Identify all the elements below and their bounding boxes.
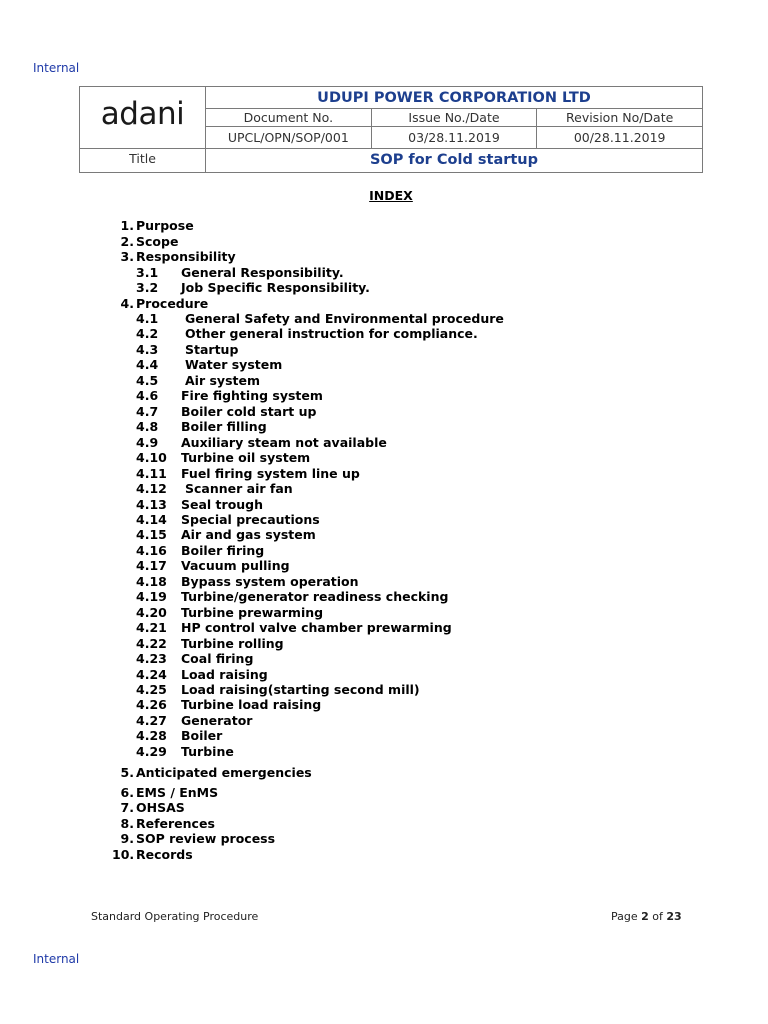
index-item-number: 8. <box>120 816 134 831</box>
index-item-number: 7. <box>120 800 134 815</box>
index-item-number: 4.25 <box>136 682 167 697</box>
company-name: UDUPI POWER CORPORATION LTD <box>206 87 703 109</box>
index-item-text: Turbine oil system <box>181 450 311 465</box>
index-item-text: Bypass system operation <box>181 574 359 589</box>
index-item-text: Turbine <box>181 744 234 759</box>
index-item-number: 6. <box>120 785 134 800</box>
index-item-number: 2. <box>120 234 134 249</box>
page-of: of <box>652 910 663 923</box>
document-no-value: UPCL/OPN/SOP/001 <box>206 127 372 148</box>
index-item-number: 4.26 <box>136 697 167 712</box>
index-item-number: 4.17 <box>136 558 167 573</box>
page-current: 2 <box>641 910 649 923</box>
classification-label-bottom: Internal <box>33 952 80 966</box>
index-item-text: Job Specific Responsibility. <box>181 280 370 295</box>
page-word: Page <box>611 910 638 923</box>
index-item-text: OHSAS <box>136 800 185 815</box>
document-header-table <box>79 86 703 173</box>
classification-label-top: Internal <box>33 61 80 75</box>
index-item-number: 3.2 <box>136 280 159 295</box>
index-item-text: Vacuum pulling <box>181 558 290 573</box>
company-logo <box>80 87 206 149</box>
index-item-text: Anticipated emergencies <box>136 765 312 780</box>
index-item-text: Boiler <box>181 728 223 743</box>
page-total: 23 <box>666 910 682 923</box>
index-item-text: Scanner air fan <box>185 481 293 496</box>
index-item-number: 4.7 <box>136 404 159 419</box>
index-item-number: 4.22 <box>136 636 167 651</box>
index-item-number: 10. <box>112 847 135 862</box>
index-item-text: Generator <box>181 713 253 728</box>
footer-document-type: Standard Operating Procedure <box>91 910 259 923</box>
index-item-number: 4.3 <box>136 342 159 357</box>
index-item-number: 4.28 <box>136 728 167 743</box>
index-item-number: 4.23 <box>136 651 167 666</box>
index-item-text: Air system <box>185 373 260 388</box>
index-item-number: 4.8 <box>136 419 159 434</box>
index-item-number: 4.21 <box>136 620 167 635</box>
index-item-text: References <box>136 816 215 831</box>
index-item-text: Special precautions <box>181 512 320 527</box>
index-item-text: Load raising <box>181 667 268 682</box>
index-item-number: 9. <box>120 831 134 846</box>
index-item-text: Boiler filling <box>181 419 267 434</box>
index-item-text: Turbine rolling <box>181 636 284 651</box>
index-item-text: Fire fighting system <box>181 388 323 403</box>
index-item-text: Scope <box>136 234 179 249</box>
index-item-number: 5. <box>120 765 134 780</box>
issue-no-label: Issue No./Date <box>371 109 537 127</box>
index-item-number: 4.14 <box>136 512 167 527</box>
index-item-text: HP control valve chamber prewarming <box>181 620 452 635</box>
index-item-number: 4.11 <box>136 466 167 481</box>
index-item-number: 4.10 <box>136 450 167 465</box>
index-item-text: Startup <box>185 342 239 357</box>
index-item-text: Purpose <box>136 218 194 233</box>
issue-no-value: 03/28.11.2019 <box>371 127 537 148</box>
index-item-text: Turbine load raising <box>181 697 322 712</box>
index-item-number: 4.6 <box>136 388 159 403</box>
revision-no-value: 00/28.11.2019 <box>537 127 703 148</box>
index-item-number: 4.5 <box>136 373 159 388</box>
index-item-number: 4.29 <box>136 744 167 759</box>
index-item-text: Fuel firing system line up <box>181 466 360 481</box>
index-item-number: 4.24 <box>136 667 167 682</box>
index-item-number: 1. <box>120 218 134 233</box>
index-item-number: 4.20 <box>136 605 167 620</box>
index-item-text: Water system <box>185 357 283 372</box>
title-value: SOP for Cold startup <box>206 148 703 172</box>
index-item-number: 3.1 <box>136 265 159 280</box>
index-item-text: General Safety and Environmental procedure <box>185 311 504 326</box>
index-item-text: General Responsibility. <box>181 265 344 280</box>
revision-no-label: Revision No/Date <box>537 109 703 127</box>
index-item-number: 4. <box>120 296 134 311</box>
index-item-number: 4.19 <box>136 589 167 604</box>
index-heading: INDEX <box>369 188 413 203</box>
index-item-number: 4.27 <box>136 713 167 728</box>
index-item-text: Records <box>136 847 193 862</box>
index-item-number: 4.13 <box>136 497 167 512</box>
index-item-number: 3. <box>120 249 134 264</box>
index-item-number: 4.18 <box>136 574 167 589</box>
index-item-text: Procedure <box>136 296 209 311</box>
index-item-number: 4.4 <box>136 357 159 372</box>
logo-text: adani <box>100 96 185 133</box>
footer-page-number <box>611 910 682 923</box>
document-no-label: Document No. <box>206 109 372 127</box>
index-item-text: Boiler cold start up <box>181 404 317 419</box>
index-item-number: 4.2 <box>136 326 159 341</box>
index-item-number: 4.1 <box>136 311 159 326</box>
index-item-text: SOP review process <box>136 831 276 846</box>
index-item-number: 4.12 <box>136 481 167 496</box>
index-item-text: Boiler firing <box>181 543 265 558</box>
index-item-text: Load raising(starting second mill) <box>181 682 420 697</box>
index-item-number: 4.15 <box>136 527 167 542</box>
index-item-text: Turbine/generator readiness checking <box>181 589 449 604</box>
index-item-number: 4.9 <box>136 435 159 450</box>
index-item-text: Coal firing <box>181 651 254 666</box>
index-item-number: 4.16 <box>136 543 167 558</box>
index-item-text: EMS / EnMS <box>136 785 219 800</box>
title-label: Title <box>80 148 206 172</box>
index-item-text: Auxiliary steam not available <box>181 435 387 450</box>
index-item-text: Turbine prewarming <box>181 605 324 620</box>
index-item-text: Other general instruction for compliance. <box>185 326 478 341</box>
index-item-text: Seal trough <box>181 497 264 512</box>
index-item-text: Air and gas system <box>181 527 316 542</box>
index-item-text: Responsibility <box>136 249 236 264</box>
